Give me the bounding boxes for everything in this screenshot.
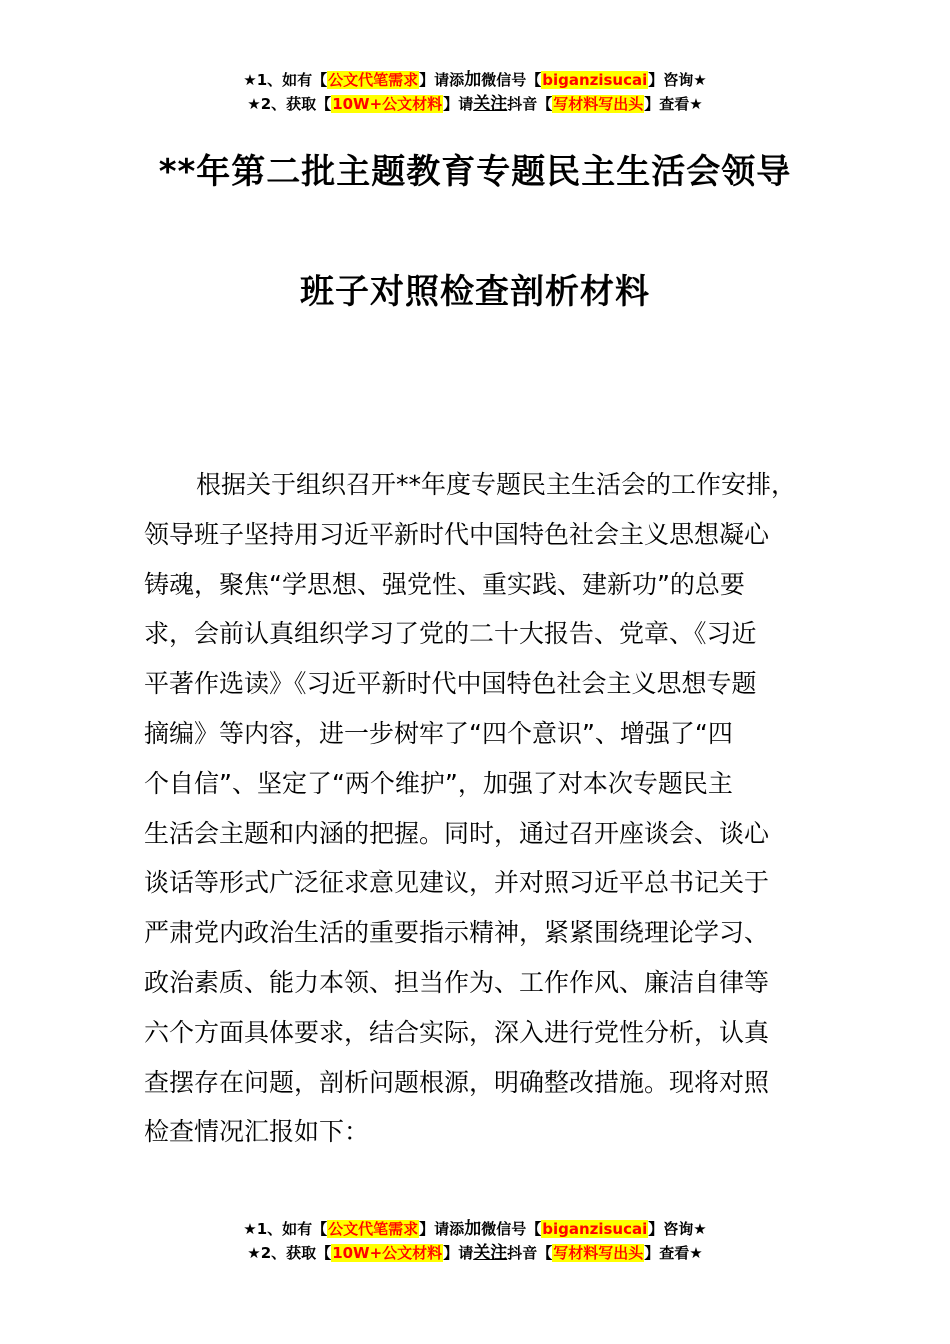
banner-line-1 <box>0 68 950 92</box>
paragraph-line: 铸魂，聚焦“学思想、强党性、重实践、建新功”的总要 <box>144 569 745 599</box>
highlight-douyin-account: 写材料写出头 <box>553 1244 644 1262</box>
paragraph-line: 谈话等形式广泛征求意见建议，并对照习近平总书记关于 <box>144 868 770 898</box>
banner-text: 微信号【 <box>481 71 542 89</box>
banner-line-2 <box>0 1241 950 1265</box>
banner-text: 】咨询★ <box>648 1220 707 1238</box>
document-title-line-1: **年第二批主题教育专题民主生活会领导 <box>158 152 792 192</box>
banner-text: 微信号【 <box>481 1220 542 1238</box>
paragraph-line: 查摆存在问题，剖析问题根源，明确整改措施。现将对照 <box>144 1067 770 1097</box>
paragraph-line: 根据关于组织召开**年度专题民主生活会的工作安排， <box>196 470 797 499</box>
banner-line-2 <box>0 92 950 116</box>
banner-text: ★2、获取【 <box>247 1244 332 1262</box>
banner-text: ★1、如有【 <box>243 1220 328 1238</box>
paragraph-line: 领导班子坚持用习近平新时代中国特色社会主义思想凝心 <box>144 519 770 549</box>
banner-line-1 <box>0 1217 950 1241</box>
highlight-materials: 10W+公文材料 <box>332 1244 443 1262</box>
paragraph-line: 检查情况汇报如下： <box>144 1117 370 1147</box>
paragraph-line: 求，会前认真组织学习了党的二十大报告、党章、《习近 <box>144 619 757 649</box>
highlight-materials: 10W+公文材料 <box>332 95 443 113</box>
paragraph-line: 政治素质、能力本领、担当作为、工作作风、廉洁自律等 <box>144 967 770 997</box>
footer-banner <box>0 1217 950 1265</box>
banner-text: 关注 <box>473 94 508 114</box>
banner-text: 】查看★ <box>644 95 703 113</box>
paragraph-line: 个自信”、坚定了“两个维护”，加强了对本次专题民主 <box>144 768 733 798</box>
paragraph-line: 严肃党内政治生活的重要指示精神，紧紧围绕理论学习、 <box>144 918 770 948</box>
banner-text: 】请 <box>443 95 474 113</box>
paragraph-line: 摘编》等内容，进一步树牢了“四个意识”、增强了“四 <box>144 718 733 748</box>
banner-text: 】请添 <box>419 1220 465 1238</box>
banner-text: 加 <box>464 1219 482 1239</box>
highlight-douyin-account: 写材料写出头 <box>553 95 644 113</box>
banner-text: 】请添 <box>419 71 465 89</box>
highlight-service: 公文代笔需求 <box>328 71 419 89</box>
banner-text: ★2、获取【 <box>247 95 332 113</box>
banner-text: ★1、如有【 <box>243 71 328 89</box>
paragraph-line: 六个方面具体要求，结合实际，深入进行党性分析，认真 <box>144 1017 770 1047</box>
highlight-service: 公文代笔需求 <box>328 1220 419 1238</box>
body-paragraph <box>144 460 824 1157</box>
banner-text: 抖音【 <box>507 95 553 113</box>
paragraph-line: 平著作选读》《习近平新时代中国特色社会主义思想专题 <box>144 669 757 699</box>
banner-text: 】咨询★ <box>648 71 707 89</box>
banner-text: 抖音【 <box>507 1244 553 1262</box>
header-banner <box>0 68 950 116</box>
document-title-line-2: 班子对照检查剖析材料 <box>300 272 650 312</box>
paragraph-line: 生活会主题和内涵的把握。同时，通过召开座谈会、谈心 <box>144 818 770 848</box>
banner-text: 】查看★ <box>644 1244 703 1262</box>
banner-text: 】请 <box>443 1244 474 1262</box>
highlight-wechat-id: biganzisucai <box>542 1220 648 1238</box>
banner-text: 关注 <box>473 1243 508 1263</box>
highlight-wechat-id: biganzisucai <box>542 71 648 89</box>
banner-text: 加 <box>464 70 482 90</box>
